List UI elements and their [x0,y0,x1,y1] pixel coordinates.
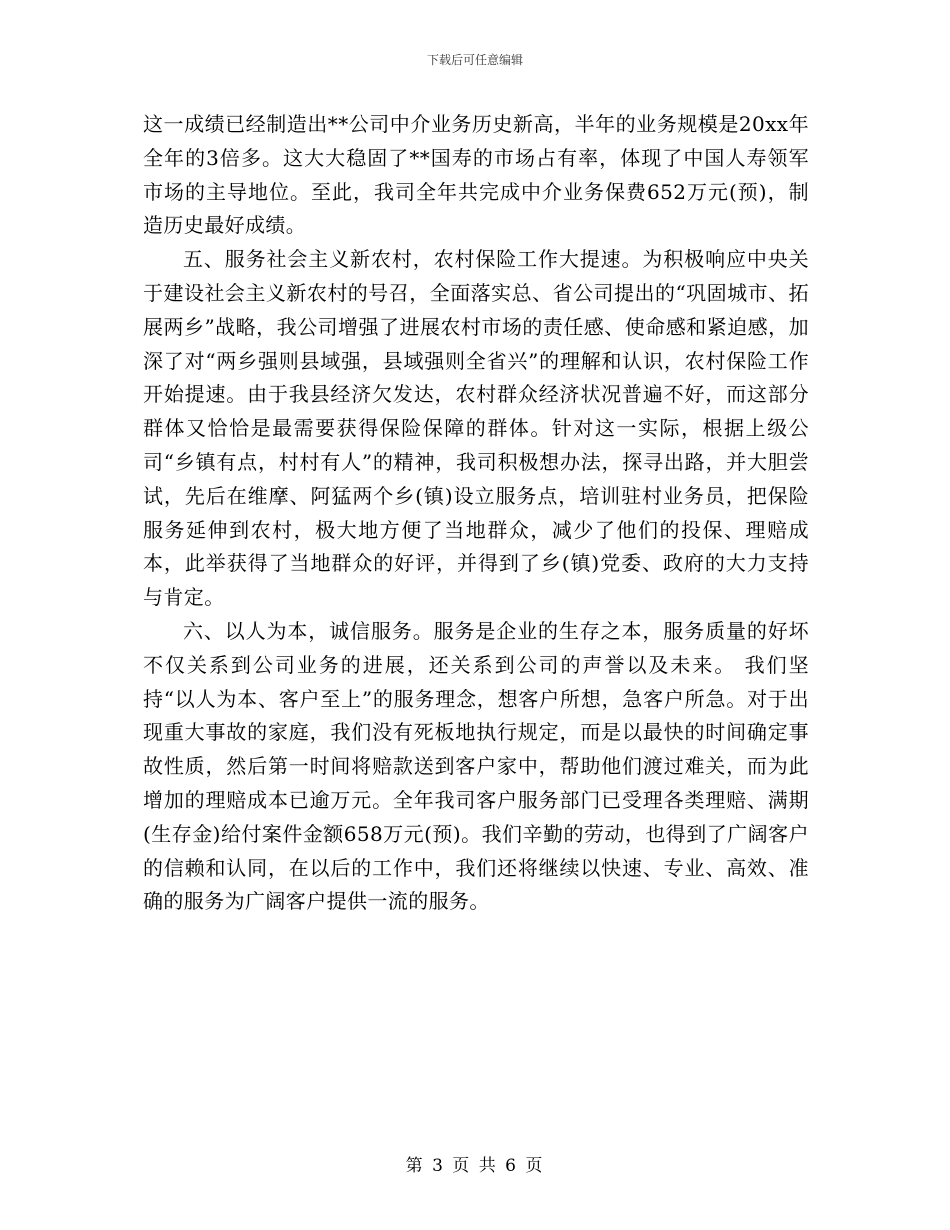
paragraph-section-six: 六、以人为本，诚信服务。服务是企业的生存之本，服务质量的好坏不仅关系到公司业务的进展，还关系到公司的声誉以及未来。 我们坚持“以人为本、客户至上”的服务理念，想客户所想，急客户所急。对于出现重大事故的家庭，我们没有死板地执行规定，而是以最快的时间确定事故性质，然后第一时间将赔款送到客户家中，帮助他们渡过难关，而为此增加的理赔成本已逾万元。全年我司客户服务部门已受理各类理赔、满期(生存金)给付案件金额658万元(预)。我们辛勤的劳动，也得到了广阔客户的信赖和认同，在以后的工作中，我们还将继续以快速、专业、高效、准确的服务为广阔客户提供一流的服务。 [143,618,809,914]
page-number-footer: 第 3 页 共 6 页 [405,1156,545,1176]
document-body [143,108,809,919]
page-header: 下载后可任意编辑 [426,53,523,67]
paragraph-section-five: 五、服务社会主义新农村，农村保险工作大提速。为积极响应中央关于建设社会主义新农村的号召，全面落实总、省公司提出的“巩固城市、拓展两乡”战略，我公司增强了进展农村市场的责任感、使命感和紧迫感，加深了对“两乡强则县域强，县域强则全省兴”的理解和认识，农村保险工作开始提速。由于我县经济欠发达，农村群众经济状况普遍不好，而这部分群体又恰恰是最需要获得保险保障的群体。针对这一实际，根据上级公司“乡镇有点，村村有人”的精神，我司积极想办法，探寻出路，并大胆尝试，先后在维摩、阿猛两个乡(镇)设立服务点，培训驻村业务员，把保险服务延伸到农村，极大地方便了当地群众，减少了他们的投保、理赔成本，此举获得了当地群众的好评，并得到了乡(镇)党委、政府的大力支持与肯定。 [143,247,809,610]
paragraph-continuation: 这一成绩已经制造出**公司中介业务历史新高，半年的业务规模是20xx年全年的3倍多。这大大稳固了**国寿的市场占有率，体现了中国人寿领军市场的主导地位。至此，我司全年共完成中介业务保费652万元(预)，制造历史最好成绩。 [143,112,809,238]
